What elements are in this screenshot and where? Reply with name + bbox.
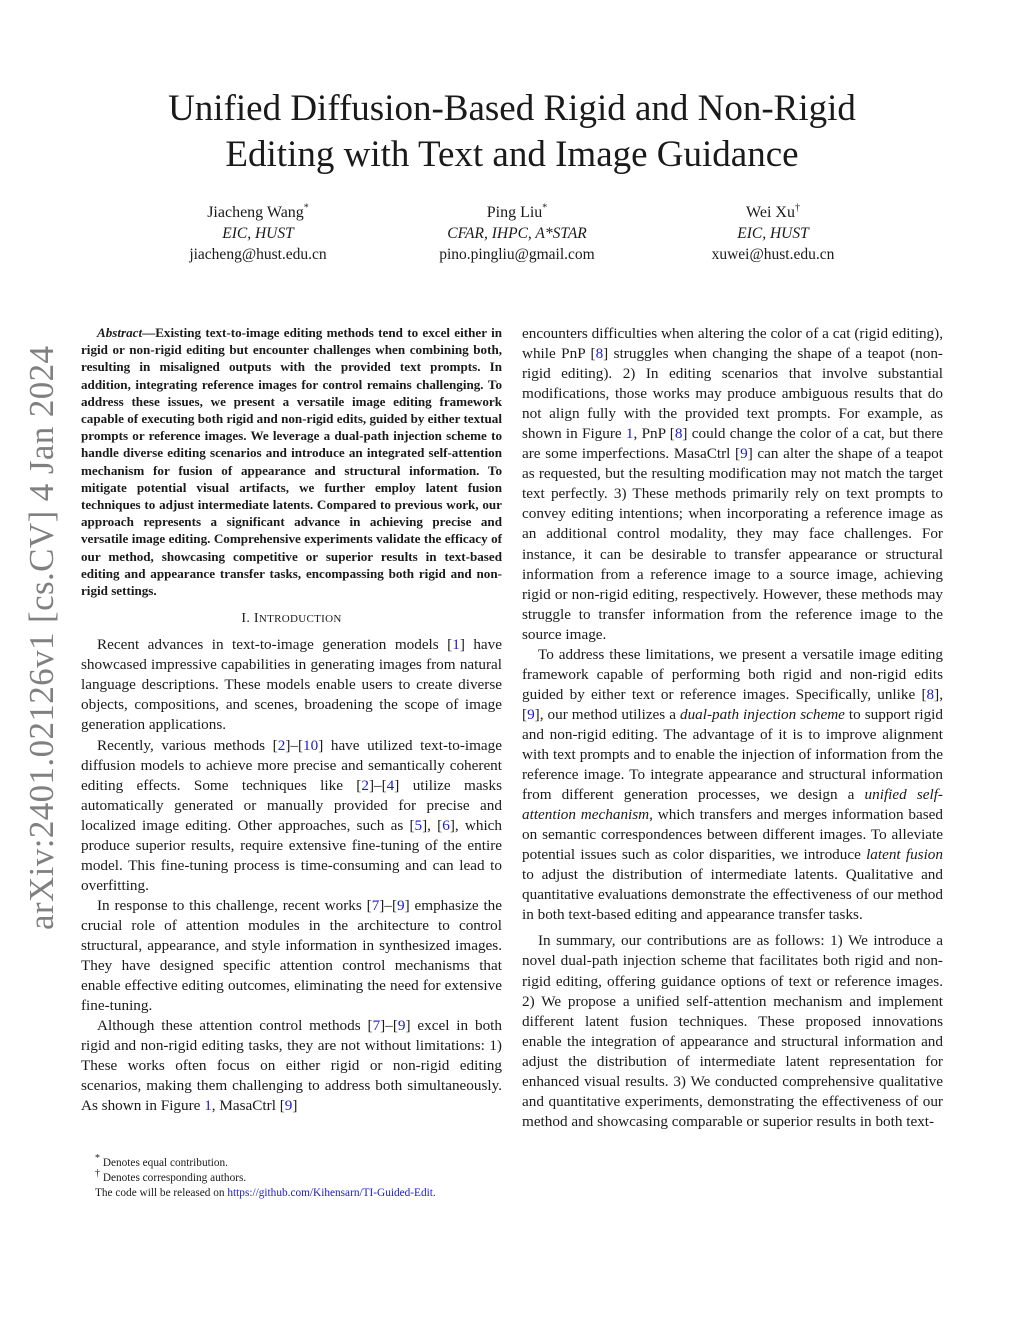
citation-link[interactable]: 9 (284, 1097, 293, 1115)
author-affiliation: CFAR, IHPC, A*STAR (447, 225, 587, 242)
right-column (522, 324, 943, 1132)
citation-link[interactable]: 2 (277, 736, 286, 754)
citation-link[interactable]: 8 (595, 345, 604, 363)
author-block-2 (377, 202, 657, 265)
figure-link[interactable]: 1 (204, 1097, 212, 1115)
paragraph: Although these attention control methods [7]–[9] excel in both rigid and non-rigid editing tasks, they are not without limitations: 1) These works often focus on either rigid or non-rigid editing scenarios, making them challenging to address both simultaneously. As shown in Figure 1, MasaCtrl [9] (81, 1017, 502, 1115)
author-name: Wei Xu† (746, 202, 800, 221)
paragraph: encounters difficulties when altering the color of a cat (rigid editing), while PnP [8] struggles when changing the shape of a teapot (non-rigid editing). 2) In editing scenarios that involve substantial modifications, those works may produce ambiguous results that do not align fully with the provided text prompts. For example, as shown in Figure 1, PnP [8] could change the color of a cat, but there are some imperfections. MasaCtrl [9] can alter the shape of a teapot as requested, but the resulting modification may not match the target text perfectly. 3) These methods primarily rely on text prompts to convey editing intentions; when incorporating a reference image as an additional control modality, they may face challenges. For instance, it can be desirable to transfer appearance or structural information from a reference image to a source image, achieving rigid or non-rigid editing, respectively. However, these methods may struggle to transfer information from the reference image to the source image. (522, 325, 944, 643)
left-column (81, 324, 502, 1116)
author-name: Ping Liu* (486, 202, 548, 221)
citation-link[interactable]: 7 (372, 1017, 381, 1035)
author-email: xuwei@hust.edu.cn (711, 246, 835, 263)
footnote-equal-contribution: * Denotes equal contribution. (95, 1153, 229, 1169)
citation-link[interactable]: 5 (414, 816, 423, 834)
footnotes (81, 1153, 521, 1200)
citation-link[interactable]: 2 (361, 776, 369, 794)
citation-link[interactable]: 9 (397, 896, 405, 914)
abstract-label: Abstract (97, 325, 143, 340)
paragraph: Recent advances in text-to-image generation models [1] have showcased impressive capabilities in generating images from natural language descriptions. These models enable users to create diverse objects, compositions, and scenes, broadening the scope of image generation applications. (81, 636, 502, 734)
section-heading-introduction: I. INTRODUCTION (241, 611, 342, 627)
author-affiliation: EIC, HUST (222, 225, 294, 242)
citation-link[interactable]: 7 (371, 896, 380, 914)
author-email: jiacheng@hust.edu.cn (189, 246, 327, 263)
citation-link[interactable]: 9 (397, 1017, 406, 1035)
author-affiliation: EIC, HUST (737, 225, 809, 242)
paragraph: In response to this challenge, recent works [7]–[9] emphasize the crucial role of attention modules in the architecture to control structural, appearance, and style information in synthesized images. They have designed specific attention control mechanisms that enable effective editing outcomes, eliminating the need for extensive fine-tuning. (81, 896, 503, 1015)
paper-title (80, 86, 944, 178)
title-line-1: Unified Diffusion-Based Rigid and Non-Rigid (168, 88, 856, 129)
author-email: pino.pingliu@gmail.com (439, 246, 595, 263)
citation-link[interactable]: 9 (740, 445, 748, 463)
citation-link[interactable]: 8 (674, 425, 683, 443)
abstract: Abstract—Existing text-to-image editing methods tend to excel either in rigid or non-rigid editing but encounter challenges when combining both, resulting in misaligned outputs with the provided text prompts. In addition, integrating reference images for control remains challenging. To address these issues, we present a versatile image editing framework capable of executing both rigid and non-rigid edits, guided by either textual prompts or reference images. We leverage a dual-path injection scheme to handle diverse editing scenarios and introduce an integrated self-attention mechanism for fusion of appearance and structural information. To mitigate potential visual artifacts, we further employ latent fusion techniques to adjust intermediate latents. Compared to previous work, our approach represents a significant advance in achieving precise and versatile image editing. Comprehensive experiments validate the efficacy of our method, showcasing competitive or superior results in text-based editing and appearance transfer tasks, encompassing both rigid and non-rigid settings. (81, 325, 502, 599)
footnote-corresponding-authors: † Denotes corresponding authors. (95, 1168, 247, 1184)
paragraph: In summary, our contributions are as follows: 1) We introduce a novel dual-path injection scheme that facilitates both rigid and non-rigid editing, offering guidance options of text or reference images. 2) We propose a unified self-attention mechanism and implement different latent fusion techniques. These proposed innovations enable the integration of appearance and structural information and adjust the distribution of intermediate latent representation for enhanced visual results. 3) We conducted comprehensive qualitative and quantitative experiments, demonstrating the effectiveness of our method and showcasing comparable or superior results in both text- (522, 932, 943, 1130)
github-link[interactable]: https://github.com/Kihensarn/TI-Guided-Edit (227, 1186, 433, 1199)
citation-link[interactable]: 6 (442, 816, 450, 834)
title-line-2: Editing with Text and Image Guidance (225, 134, 799, 175)
citation-link[interactable]: 4 (386, 776, 395, 794)
citation-link[interactable]: 9 (527, 705, 535, 723)
paragraph: To address these limitations, we present a versatile image editing framework capable of performing both rigid and non-rigid edits guided by either text or reference images. Specifically, unlike [8], [9], our method utilizes a dual-path injection scheme to support rigid and non-rigid editing. The advantage of it is to improve alignment with text prompts and to enable the injection of information from the reference image. To integrate appearance and structural information from different generation processes, we design a unified self-attention mechanism, which transfers and merges information based on semantic correspondences between different images. To alleviate potential issues such as color disparities, we introduce latent fusion to adjust the distribution of intermediate latents. Qualitative and quantitative evaluations demonstrate the effectiveness of our method in both text-based editing and appearance transfer tasks. (522, 645, 943, 924)
citation-link[interactable]: 10 (303, 736, 319, 754)
arxiv-identifier-stamp: arXiv:2401.02126v1 [cs.CV] 4 Jan 2024 (22, 345, 61, 930)
author-block-3 (633, 202, 913, 265)
figure-link[interactable]: 1 (625, 425, 634, 443)
paragraph: Recently, various methods [2]–[10] have utilized text-to-image diffusion models to achieve more precise and semantically coherent editing effects. Some techniques like [2]–[4] utilize masks automatically generated or manually provided for precise and localized image editing. Other approaches, such as [5], [6], which produce superior results, require extensive fine-tuning of the entire model. This fine-tuning process is time-consuming and can lead to overfitting. (81, 736, 502, 894)
citation-link[interactable]: 1 (452, 636, 460, 654)
citation-link[interactable]: 8 (926, 685, 935, 703)
footnote-code-release: The code will be released on https://github.com/Kihensarn/TI-Guided-Edit. (95, 1186, 436, 1199)
author-name: Jiacheng Wang* (207, 202, 309, 221)
author-block-1 (118, 202, 398, 265)
